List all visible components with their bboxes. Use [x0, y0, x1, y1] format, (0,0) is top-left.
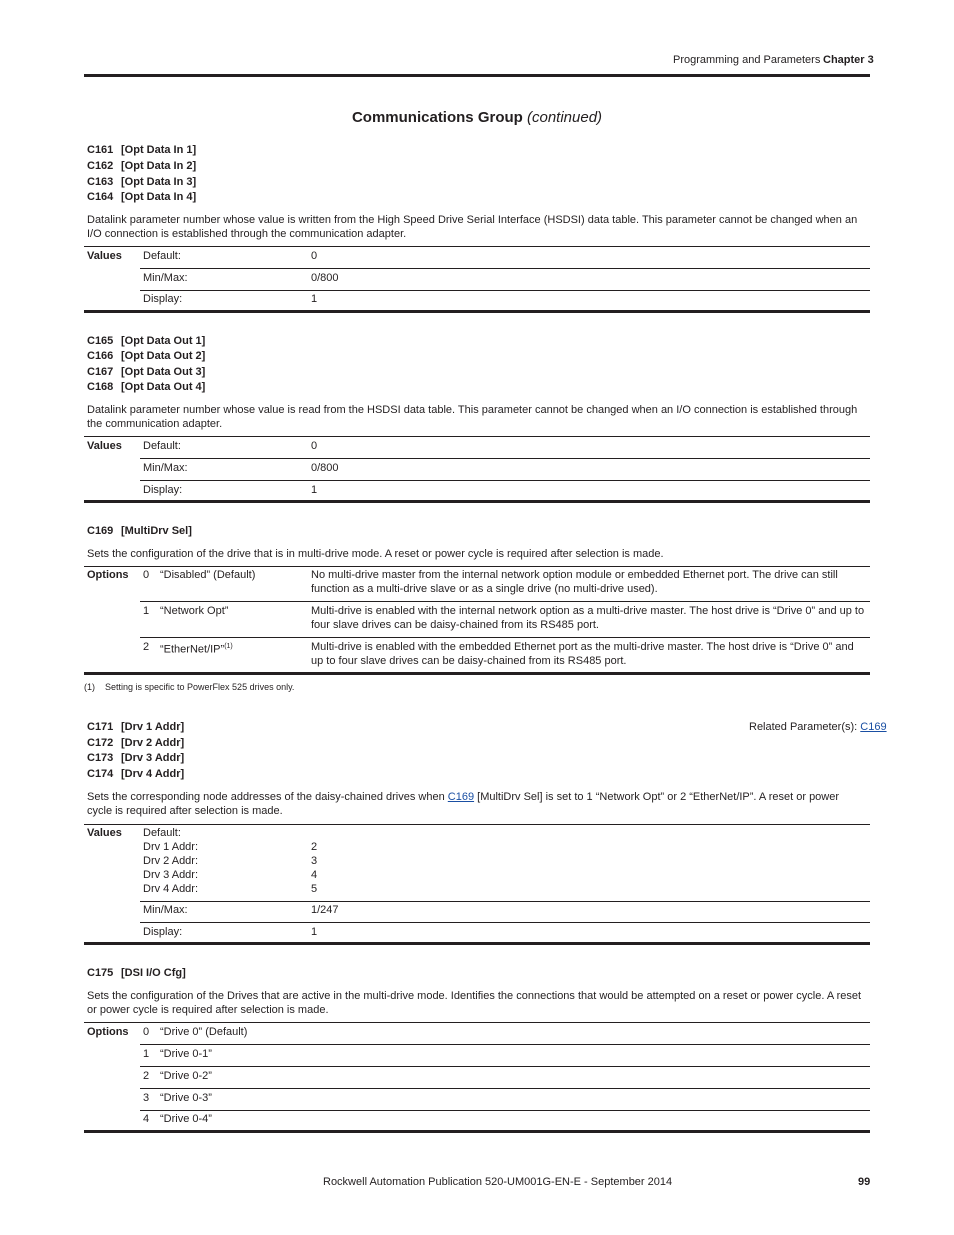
value-data: 2 — [311, 841, 318, 853]
value-data: 1 — [311, 293, 318, 305]
param-heading — [87, 366, 205, 378]
param-code: C165 — [87, 335, 114, 347]
param-heading — [87, 721, 184, 733]
option-label: “Drive 0-3” — [160, 1092, 212, 1104]
param-name: [Drv 3 Addr] — [121, 752, 185, 764]
param-code: C175 — [87, 967, 114, 979]
table-row-label: Values — [87, 250, 122, 262]
value-label: Min/Max: — [143, 904, 188, 916]
param-name: [Opt Data In 1] — [121, 144, 197, 156]
param-name: [Opt Data Out 4] — [121, 381, 206, 393]
value-data: 0 — [311, 250, 318, 262]
footer-publication: Rockwell Automation Publication 520-UM001G-EN-E - September 2014 — [323, 1176, 673, 1188]
param-name: [Opt Data In 4] — [121, 191, 197, 203]
param-heading — [87, 381, 205, 393]
param-code: C166 — [87, 350, 114, 362]
param-name: [Drv 4 Addr] — [121, 768, 185, 780]
param-heading — [87, 525, 192, 537]
value-label: Default: — [143, 250, 181, 262]
value-label: Drv 2 Addr: — [143, 855, 199, 867]
values-table — [84, 246, 870, 312]
param-heading — [87, 144, 196, 156]
value-label: Drv 1 Addr: — [143, 841, 199, 853]
param-description: Sets the configuration of the drive that is in multi-drive mode. A reset or power cycle is required after selection is made. — [87, 548, 664, 560]
value-label: Default: — [143, 827, 181, 839]
related-link-c169[interactable]: C169 — [860, 721, 887, 733]
option-label: “Network Opt” — [160, 605, 229, 617]
param-heading — [87, 350, 205, 362]
value-label: Drv 3 Addr: — [143, 869, 199, 881]
page-title-main: Communications Group — [351, 109, 523, 126]
value-label: Display: — [143, 293, 183, 305]
table-row-label: Options — [87, 569, 129, 581]
description-text: [MultiDrv Sel] is set to 1 “Network Opt” or 2 “EtherNet/IP”. A reset or power cycle is required after selection is made. — [87, 791, 840, 817]
value-data: 1 — [311, 484, 318, 496]
option-number: 0 — [143, 1026, 150, 1038]
related-parameters — [749, 721, 887, 733]
option-number: 1 — [143, 1048, 150, 1060]
related-label: Related Parameter(s): — [749, 721, 858, 733]
options-table — [84, 566, 870, 676]
param-heading — [87, 752, 184, 764]
param-heading — [87, 191, 196, 203]
table-row-label: Values — [87, 827, 122, 839]
param-heading — [87, 768, 184, 780]
option-label: “Drive 0” (Default) — [160, 1026, 248, 1038]
option-description: Multi-drive is enabled with the internal network option as a multi-drive master. The host drive is “Drive 0” and up to four slave drives can be daisy-chained from its RS485 port. — [311, 605, 865, 631]
param-description: Datalink parameter number whose value is written from the High Speed Drive Serial Interface (HSDSI) data table. This parameter cannot be changed when an I/O connection is established through the communication adapter. — [87, 214, 858, 240]
option-label — [160, 640, 233, 657]
option-label: “Disabled” (Default) — [160, 569, 256, 581]
param-code: C163 — [87, 176, 114, 188]
value-data: 1/247 — [311, 904, 339, 916]
value-data: 3 — [311, 855, 318, 867]
option-label: “Drive 0-4” — [160, 1113, 212, 1125]
param-code: C174 — [87, 768, 114, 780]
option-number: 4 — [143, 1113, 150, 1125]
param-name: [DSI I/O Cfg] — [121, 967, 186, 979]
description-text: Sets the corresponding node addresses of the daisy-chained drives when — [87, 791, 448, 803]
value-label: Drv 4 Addr: — [143, 883, 199, 895]
option-number: 2 — [143, 1070, 150, 1082]
value-label: Default: — [143, 440, 181, 452]
footnote: (1) Setting is specific to PowerFlex 525 drives only. — [84, 682, 295, 692]
param-name: [Drv 1 Addr] — [121, 721, 185, 733]
running-header-chapter: Chapter 3 — [823, 54, 874, 66]
param-code: C161 — [87, 144, 114, 156]
option-label: “Drive 0-1” — [160, 1048, 212, 1060]
option-description: No multi-drive master from the internal network option module or embedded Ethernet port. The drive can still function as a multi-drive slave or as a single drive (no multi-drive used). — [311, 569, 838, 595]
values-table — [84, 824, 870, 946]
value-data: 0/800 — [311, 462, 339, 474]
param-name: [Opt Data In 3] — [121, 176, 197, 188]
page-title-suffix: (continued) — [526, 109, 603, 126]
param-name: [Opt Data In 2] — [121, 160, 197, 172]
option-label: “Drive 0-2” — [160, 1070, 212, 1082]
header-rule — [84, 74, 870, 77]
param-code: C172 — [87, 737, 114, 749]
param-code: C173 — [87, 752, 114, 764]
option-number: 1 — [143, 605, 150, 617]
options-table — [84, 1022, 870, 1134]
value-label: Display: — [143, 484, 183, 496]
values-table — [84, 436, 870, 502]
param-code: C169 — [87, 525, 114, 537]
param-description — [87, 790, 867, 818]
description-link-c169[interactable]: C169 — [447, 791, 475, 803]
param-heading — [87, 967, 186, 979]
param-heading — [87, 176, 196, 188]
value-label: Min/Max: — [143, 462, 188, 474]
page-title — [84, 109, 870, 126]
param-code: C168 — [87, 381, 114, 393]
param-name: [Drv 2 Addr] — [121, 737, 185, 749]
param-name: [MultiDrv Sel] — [121, 525, 192, 537]
param-name: [Opt Data Out 1] — [121, 335, 206, 347]
table-row-label: Options — [87, 1026, 129, 1038]
param-code: C167 — [87, 366, 114, 378]
value-data: 0 — [311, 440, 318, 452]
param-description: Sets the configuration of the Drives that are active in the multi-drive mode. Identifies the connections that would be attempted on a reset or power cycle. A reset or power cycle is required after selection is made. — [87, 990, 862, 1016]
value-data: 5 — [311, 883, 318, 895]
table-row-label: Values — [87, 440, 122, 452]
running-header-section: Programming and Parameters — [673, 54, 821, 66]
param-name: [Opt Data Out 3] — [121, 366, 206, 378]
value-label: Min/Max: — [143, 272, 188, 284]
page-number: 99 — [858, 1176, 871, 1188]
option-description: Multi-drive is enabled with the embedded Ethernet port as the multi-drive master. The host drive is “Drive 0” and up to four slave drives can be daisy-chained from its RS485 port. — [311, 641, 854, 667]
footnote-reference: (1) — [224, 643, 233, 650]
option-number: 3 — [143, 1092, 150, 1104]
param-heading — [87, 737, 184, 749]
param-code: C162 — [87, 160, 114, 172]
value-label: Display: — [143, 926, 183, 938]
option-number: 2 — [143, 641, 150, 653]
option-number: 0 — [143, 569, 150, 581]
param-code: C171 — [87, 721, 114, 733]
param-description: Datalink parameter number whose value is read from the HSDSI data table. This parameter cannot be changed when an I/O connection is established through the communication adapter. — [87, 404, 858, 430]
param-code: C164 — [87, 191, 114, 203]
param-name: [Opt Data Out 2] — [121, 350, 206, 362]
value-data: 0/800 — [311, 272, 339, 284]
option-label-text: “EtherNet/IP” — [160, 643, 225, 656]
param-heading — [87, 335, 205, 347]
value-data: 4 — [311, 869, 318, 881]
value-data: 1 — [311, 926, 318, 938]
param-heading — [87, 160, 196, 172]
